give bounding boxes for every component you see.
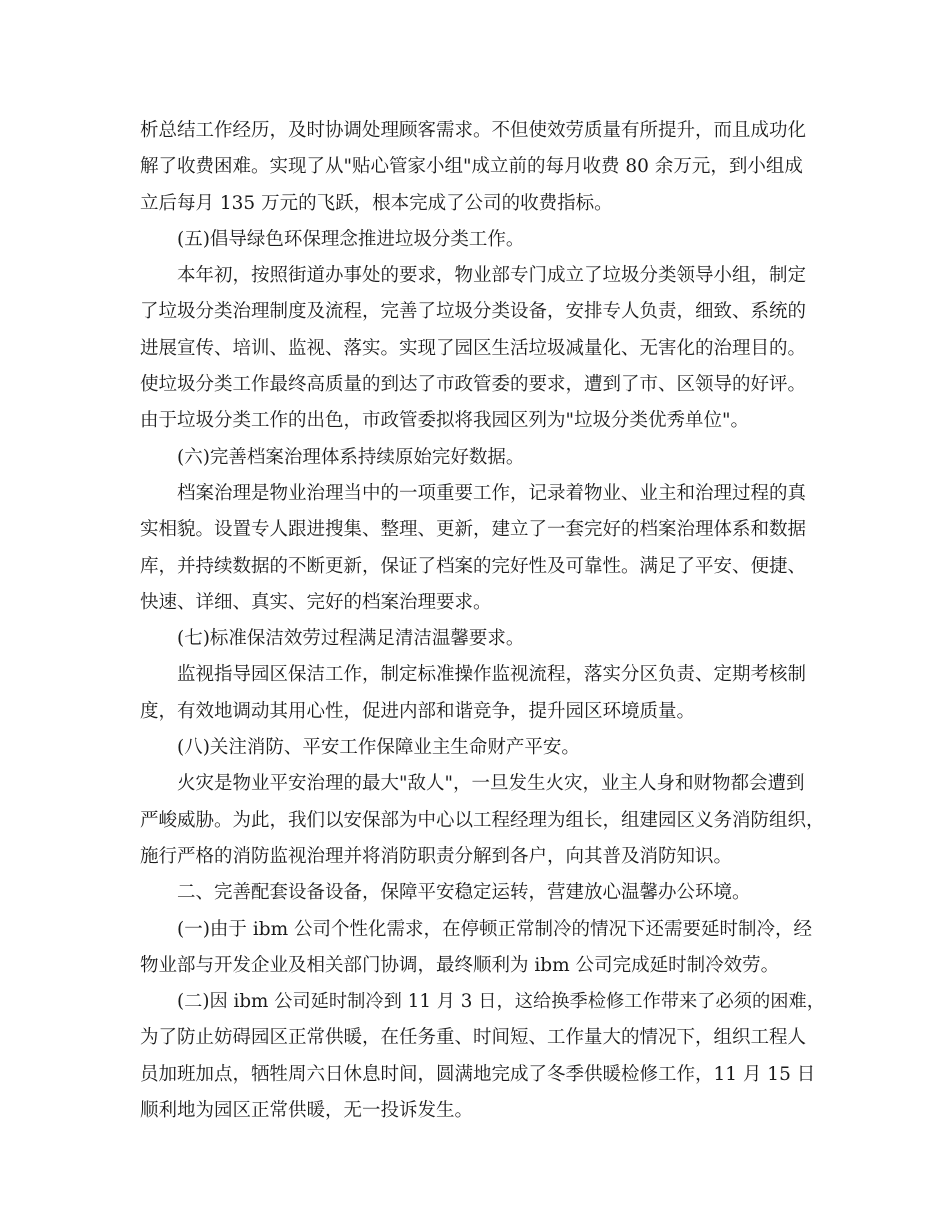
paragraph-first-line: (一)由于 ibm 公司个性化需求，在停顿正常制冷的情况下还需要延时制冷，经 bbox=[177, 918, 813, 940]
paragraph-first-line: 火灾是物业平安治理的最大"敌人"，一旦发生火灾，业主人身和财物都会遭到 bbox=[177, 773, 805, 795]
paragraph-first-line: (七)标准保洁效劳过程满足清洁温馨要求。 bbox=[177, 628, 525, 650]
paragraph-line: 员加班加点，牺牲周六日休息时间，圆满地完成了冬季供暖检修工作，11 月 15 日 bbox=[140, 1063, 816, 1085]
paragraph-first-line: (五)倡导绿色环保理念推进垃圾分类工作。 bbox=[177, 228, 525, 250]
paragraph-line: 析总结工作经历，及时协调处理顾客需求。不但使效劳质量有所提升，而且成功化 bbox=[140, 120, 807, 141]
document-body bbox=[140, 113, 828, 1129]
paragraph-line: 为了防止妨碍园区正常供暖，在任务重、时间短、工作量大的情况下，组织工程人 bbox=[140, 1027, 807, 1049]
paragraph-first-line: (八)关注消防、平安工作保障业主生命财产平安。 bbox=[177, 737, 580, 759]
paragraph-line: 施行严格的消防监视治理并将消防职责分解到各户，向其普及消防知识。 bbox=[140, 845, 733, 867]
paragraph-line: 严峻威胁。为此，我们以安保部为中心以工程经理为组长，组建园区义务消防组织， bbox=[140, 809, 825, 831]
paragraph-line: 顺利地为园区正常供暖，无一投诉发生。 bbox=[140, 1100, 474, 1122]
paragraph-line: 解了收费困难。实现了从"贴心管家小组"成立前的每月收费 80 余万元，到小组成 bbox=[140, 156, 803, 178]
paragraph-line: 进展宣传、培训、监视、落实。实现了园区生活垃圾减量化、无害化的治理目的。 bbox=[140, 337, 807, 359]
paragraph-first-line: (二)因 ibm 公司延时制冷到 11 月 3 日，这给换季检修工作带来了必须的困难， bbox=[177, 991, 825, 1013]
paragraph-line: 实相貌。设置专人跟进搜集、整理、更新，建立了一套完好的档案治理体系和数据 bbox=[140, 519, 807, 541]
paragraph-first-line: 二、完善配套设备设备，保障平安稳定运转，营建放心温馨办公环境。 bbox=[177, 882, 751, 904]
paragraph-first-line: (六)完善档案治理体系持续原始完好数据。 bbox=[177, 446, 525, 468]
paragraph-first-line: 监视指导园区保洁工作，制定标准操作监视流程，落实分区负责、定期考核制 bbox=[177, 664, 807, 686]
paragraph-line: 由于垃圾分类工作的出色，市政管委拟将我园区列为"垃圾分类优秀单位"。 bbox=[140, 410, 750, 432]
paragraph-line: 了垃圾分类治理制度及流程，完善了垃圾分类设备，安排专人负责，细致、系统的 bbox=[140, 301, 807, 323]
paragraph-line: 使垃圾分类工作最终高质量的到达了市政管委的要求，遭到了市、区领导的好评。 bbox=[140, 374, 807, 396]
paragraph-line: 快速、详细、真实、完好的档案治理要求。 bbox=[140, 591, 492, 613]
paragraph-line: 库，并持续数据的不断更新，保证了档案的完好性及可靠性。满足了平安、便捷、 bbox=[140, 555, 807, 577]
paragraph-first-line: 本年初，按照街道办事处的要求，物业部专门成立了垃圾分类领导小组，制定 bbox=[177, 265, 807, 287]
paragraph-line: 度，有效地调动其用心性，促进内部和谐竞争，提升园区环境质量。 bbox=[140, 700, 696, 722]
paragraph-first-line: 档案治理是物业治理当中的一项重要工作，记录着物业、业主和治理过程的真 bbox=[177, 482, 807, 504]
paragraph-line: 立后每月 135 万元的飞跃，根本完成了公司的收费指标。 bbox=[140, 192, 613, 214]
paragraph-line: 物业部与开发企业及相关部门协调，最终顺利为 ibm 公司完成延时制冷效劳。 bbox=[140, 954, 780, 976]
